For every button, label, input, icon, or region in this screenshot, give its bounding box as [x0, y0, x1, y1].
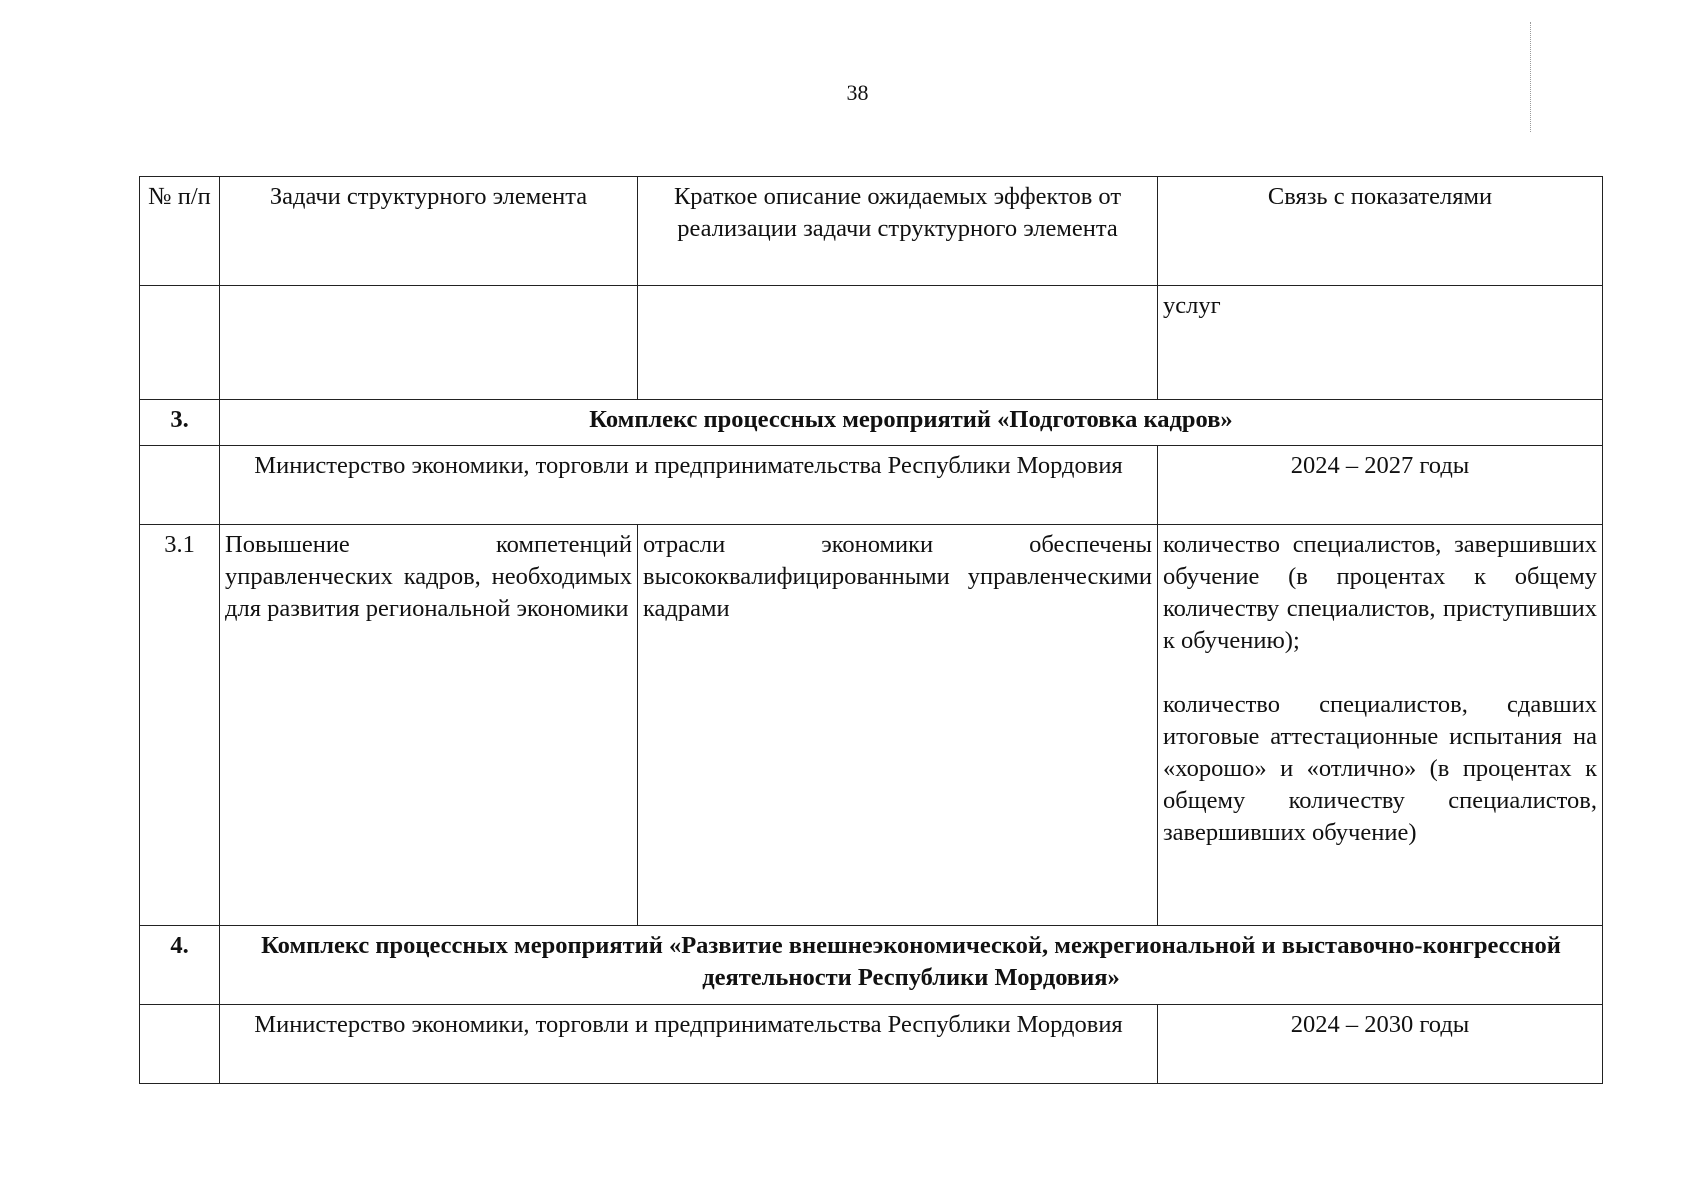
page-number: 38	[846, 80, 869, 105]
item-3-1-indicator-1: количество специалистов, завершивших обучение (в процентах к общему количеству специалистов, приступивших к обучению);	[1163, 531, 1597, 654]
item-3-1-task: Повышение компетенций управленческих кадров, необходимых для развития региональной экономики	[220, 525, 638, 926]
section3-num: 3.	[140, 400, 220, 446]
indicator-spacer	[1163, 657, 1597, 689]
scan-edge-mark	[1530, 22, 1531, 132]
section3-period: 2024 – 2027 годы	[1158, 446, 1603, 525]
section3-ministry: Министерство экономики, торговли и предпринимательства Республики Мордовия	[220, 446, 1158, 525]
structural-elements-table	[139, 176, 1603, 1084]
continuation-task	[220, 286, 638, 400]
continuation-row	[140, 286, 1603, 400]
item-3-1-indicators	[1158, 525, 1603, 926]
continuation-num	[140, 286, 220, 400]
section3-ministry-row	[140, 446, 1603, 525]
section4-num: 4.	[140, 926, 220, 1005]
section4-ministry: Министерство экономики, торговли и предпринимательства Республики Мордовия	[220, 1005, 1158, 1084]
section3-ministry-num	[140, 446, 220, 525]
section3-title: Комплекс процессных мероприятий «Подготовка кадров»	[220, 400, 1603, 446]
continuation-indicator: услуг	[1158, 286, 1603, 400]
section4-period: 2024 – 2030 годы	[1158, 1005, 1603, 1084]
header-num: № п/п	[140, 177, 220, 286]
header-indicators: Связь с показателями	[1158, 177, 1603, 286]
section4-title: Комплекс процессных мероприятий «Развитие внешнеэкономической, межрегиональной и выставочно-конгрессной деятельности Республики Мордовия»	[220, 926, 1603, 1005]
continuation-effect	[638, 286, 1158, 400]
section3-title-row	[140, 400, 1603, 446]
section4-ministry-row	[140, 1005, 1603, 1084]
header-effects: Краткое описание ожидаемых эффектов от реализации задачи структурного элемента	[638, 177, 1158, 286]
item-3-1-num: 3.1	[140, 525, 220, 926]
item-3-1-indicator-2: количество специалистов, сдавших итоговые аттестационные испытания на «хорошо» и «отлично» (в процентах к общему количеству специалистов, завершивших обучение)	[1163, 691, 1597, 846]
section3-item-row	[140, 525, 1603, 926]
header-tasks: Задачи структурного элемента	[220, 177, 638, 286]
section4-ministry-num	[140, 1005, 220, 1084]
section4-title-row	[140, 926, 1603, 1005]
table-header-row	[140, 177, 1603, 286]
item-3-1-effect: отрасли экономики обеспечены высококвалифицированными управленческими кадрами	[638, 525, 1158, 926]
